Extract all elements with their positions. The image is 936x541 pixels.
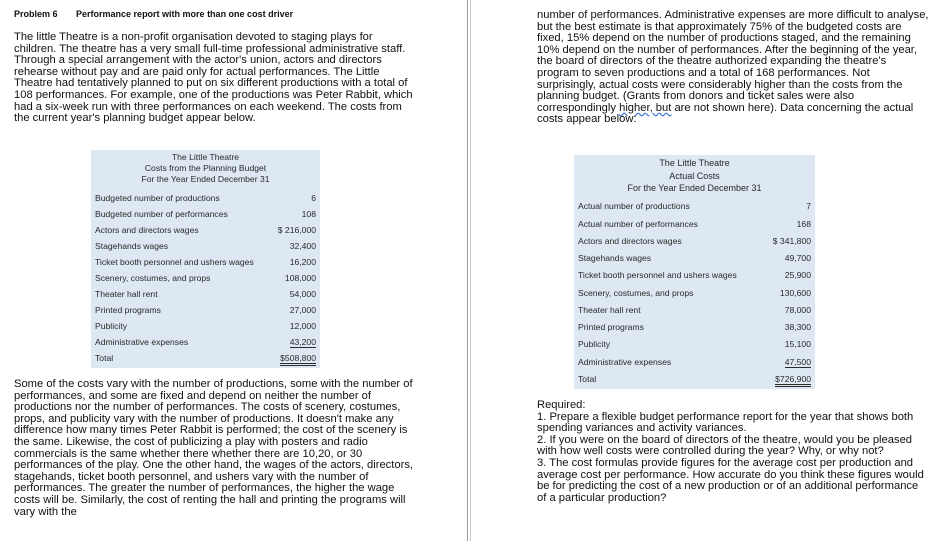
row-label: Publicity bbox=[95, 321, 127, 331]
row-label: Total bbox=[95, 353, 114, 363]
grammar-flag-text: higher, but bbox=[619, 101, 672, 114]
row-label: Actual number of productions bbox=[578, 201, 690, 211]
budget-heading-line: For the Year Ended December 31 bbox=[141, 174, 270, 184]
cost-behavior-paragraph: Some of the costs vary with the number of productions, some with the number of performances, and some are fixed and depend on neither the number of productions nor the number of performances. The costs of scenery, costumes, props, and publicity vary with the number of productions. It doesn't make any difference how many times Peter Rabbit is performed; the cost of the scenery is the same. Likewise, the cost of publicizing a play with posters and radio commercials is the same whether there whether there are 10,20, or 30 performances of the play. One the other hand, the wages of the actors, directors, stagehands, ticket booth personnel, and ushers vary with the number of performances. The greater the number of performances, the higher the wage costs will be. Similarly, the cost of renting the hall and printing the programs will vary with the bbox=[14, 378, 414, 518]
table-row bbox=[95, 337, 316, 348]
table-row bbox=[95, 257, 316, 267]
intro-paragraph: The little Theatre is a non-profit organisation devoted to staging plays for children. The theatre has a very small full-time professional administrative staff. Through a special arrangement with the actor's union, actors and directors rehearse without pay and are paid only for actual performances. The Little Theatre had tentatively planned to put on six different productions with a total of 108 performances. For example, one of the productions was Peter Rabbit, which had a six-week run with three performances on each weekend. The costs from the current year's planning budget appear below. bbox=[14, 31, 413, 125]
row-label: Actual number of performances bbox=[578, 219, 698, 229]
row-label: Administrative expenses bbox=[95, 337, 189, 347]
page-divider bbox=[467, 0, 468, 541]
table-row bbox=[95, 209, 316, 219]
row-label: Actors and directors wages bbox=[95, 225, 199, 235]
table-row bbox=[95, 289, 316, 299]
row-value: 108 bbox=[301, 209, 316, 219]
row-label: Scenery, costumes, and props bbox=[95, 273, 211, 283]
budget-heading-line: The Little Theatre bbox=[171, 152, 240, 162]
table-row bbox=[578, 236, 811, 246]
row-label: Total bbox=[578, 374, 597, 384]
row-label: Theater hall rent bbox=[578, 305, 641, 315]
row-value: 6 bbox=[311, 193, 316, 203]
paragraph-text: number of performances. Administrative expenses are more difficult to analyse, but the best estimate is that approximately 75% of the budgeted costs are fixed, 15% depend on the number of productions staged, and the remaining 10% depend on the number of performances. After the beginning of the year, the board of directors of the theatre authorized expanding the theatre's program to seven productions and a total of 168 performances. Not surprisingly, actual costs were considerably higher than the costs from the planning budget. (Grants from donors and ticket sales were also correspondingly bbox=[537, 9, 929, 114]
required-section bbox=[537, 400, 927, 504]
row-label: Stagehands wages bbox=[578, 253, 652, 263]
problem-heading bbox=[14, 9, 293, 19]
table-row bbox=[95, 225, 316, 235]
left-page bbox=[0, 0, 465, 541]
budget-heading-line: Costs from the Planning Budget bbox=[144, 163, 267, 173]
table-row bbox=[578, 305, 811, 315]
required-item: 2. If you were on the board of directors of the theatre, would you be pleased with how well costs were controlled during the year? Why, or why not? bbox=[537, 433, 913, 458]
row-value: 38,300 bbox=[784, 322, 811, 332]
row-label: Budgeted number of productions bbox=[95, 193, 220, 203]
actual-heading-line: For the Year Ended December 31 bbox=[627, 183, 762, 193]
table-row bbox=[578, 253, 811, 263]
table-row bbox=[95, 321, 316, 331]
row-value: $ 341,800 bbox=[772, 236, 811, 246]
row-label: Administrative expenses bbox=[578, 357, 672, 367]
table-row bbox=[578, 201, 811, 211]
row-label: Printed programs bbox=[578, 322, 644, 332]
problem-number: Problem 6 bbox=[14, 9, 58, 19]
row-label: Scenery, costumes, and props bbox=[578, 288, 694, 298]
table-row bbox=[95, 193, 316, 203]
row-value: 25,900 bbox=[784, 270, 811, 280]
row-label: Printed programs bbox=[95, 305, 161, 315]
right-page bbox=[471, 0, 936, 541]
table-row bbox=[578, 339, 811, 349]
row-value: 78,000 bbox=[784, 305, 811, 315]
table-row bbox=[95, 305, 316, 315]
table-row-total bbox=[95, 353, 316, 366]
row-value: 15,100 bbox=[784, 339, 811, 349]
actual-heading-line: Actual Costs bbox=[669, 170, 720, 181]
required-item: 3. The cost formulas provide figures for the average cost per production and average cost per performance. How accurate do you think these figures would be for predicting the cost of a new production or of an additional performance of a particular production? bbox=[537, 456, 924, 504]
row-label: Budgeted number of performances bbox=[95, 209, 228, 219]
row-value: $508,800 bbox=[280, 353, 316, 366]
row-label: Publicity bbox=[578, 339, 610, 349]
actual-costs-table bbox=[574, 155, 815, 389]
actual-heading-line: The Little Theatre bbox=[659, 158, 730, 168]
row-value: 47,500 bbox=[784, 357, 811, 367]
required-item: 1. Prepare a flexible budget performance report for the year that shows both spending variances and activity variances. bbox=[537, 410, 914, 435]
table-row-total bbox=[578, 374, 811, 387]
row-label: Actors and directors wages bbox=[578, 236, 682, 246]
row-value: $726,900 bbox=[775, 374, 811, 387]
row-value: $ 216,000 bbox=[277, 225, 316, 235]
row-value: 108,000 bbox=[284, 273, 316, 283]
paragraph-text: are not shown here). Data concerning the actual costs appear below: bbox=[537, 101, 914, 126]
row-label: Ticket booth personnel and ushers wages bbox=[578, 270, 737, 280]
row-label: Theater hall rent bbox=[95, 289, 158, 299]
row-value: 12,000 bbox=[289, 321, 316, 331]
continuation-paragraph bbox=[537, 10, 929, 126]
required-label: Required: bbox=[537, 399, 586, 411]
row-value: 7 bbox=[806, 201, 811, 211]
table-row bbox=[578, 219, 811, 229]
row-label: Ticket booth personnel and ushers wages bbox=[95, 257, 254, 267]
row-value: 130,600 bbox=[779, 288, 811, 298]
table-row bbox=[578, 357, 811, 368]
planning-budget-table bbox=[91, 150, 320, 368]
row-value: 27,000 bbox=[289, 305, 316, 315]
row-value: 16,200 bbox=[289, 257, 316, 267]
row-value: 49,700 bbox=[784, 253, 811, 263]
row-value: 54,000 bbox=[289, 289, 316, 299]
table-row bbox=[578, 288, 811, 298]
table-row bbox=[578, 322, 811, 332]
table-row bbox=[95, 241, 316, 251]
problem-title: Performance report with more than one cost driver bbox=[76, 9, 294, 19]
row-value: 168 bbox=[796, 219, 811, 229]
table-row bbox=[95, 273, 316, 283]
table-row bbox=[578, 270, 811, 280]
row-label: Stagehands wages bbox=[95, 241, 169, 251]
row-value: 32,400 bbox=[289, 241, 316, 251]
row-value: 43,200 bbox=[289, 337, 316, 347]
